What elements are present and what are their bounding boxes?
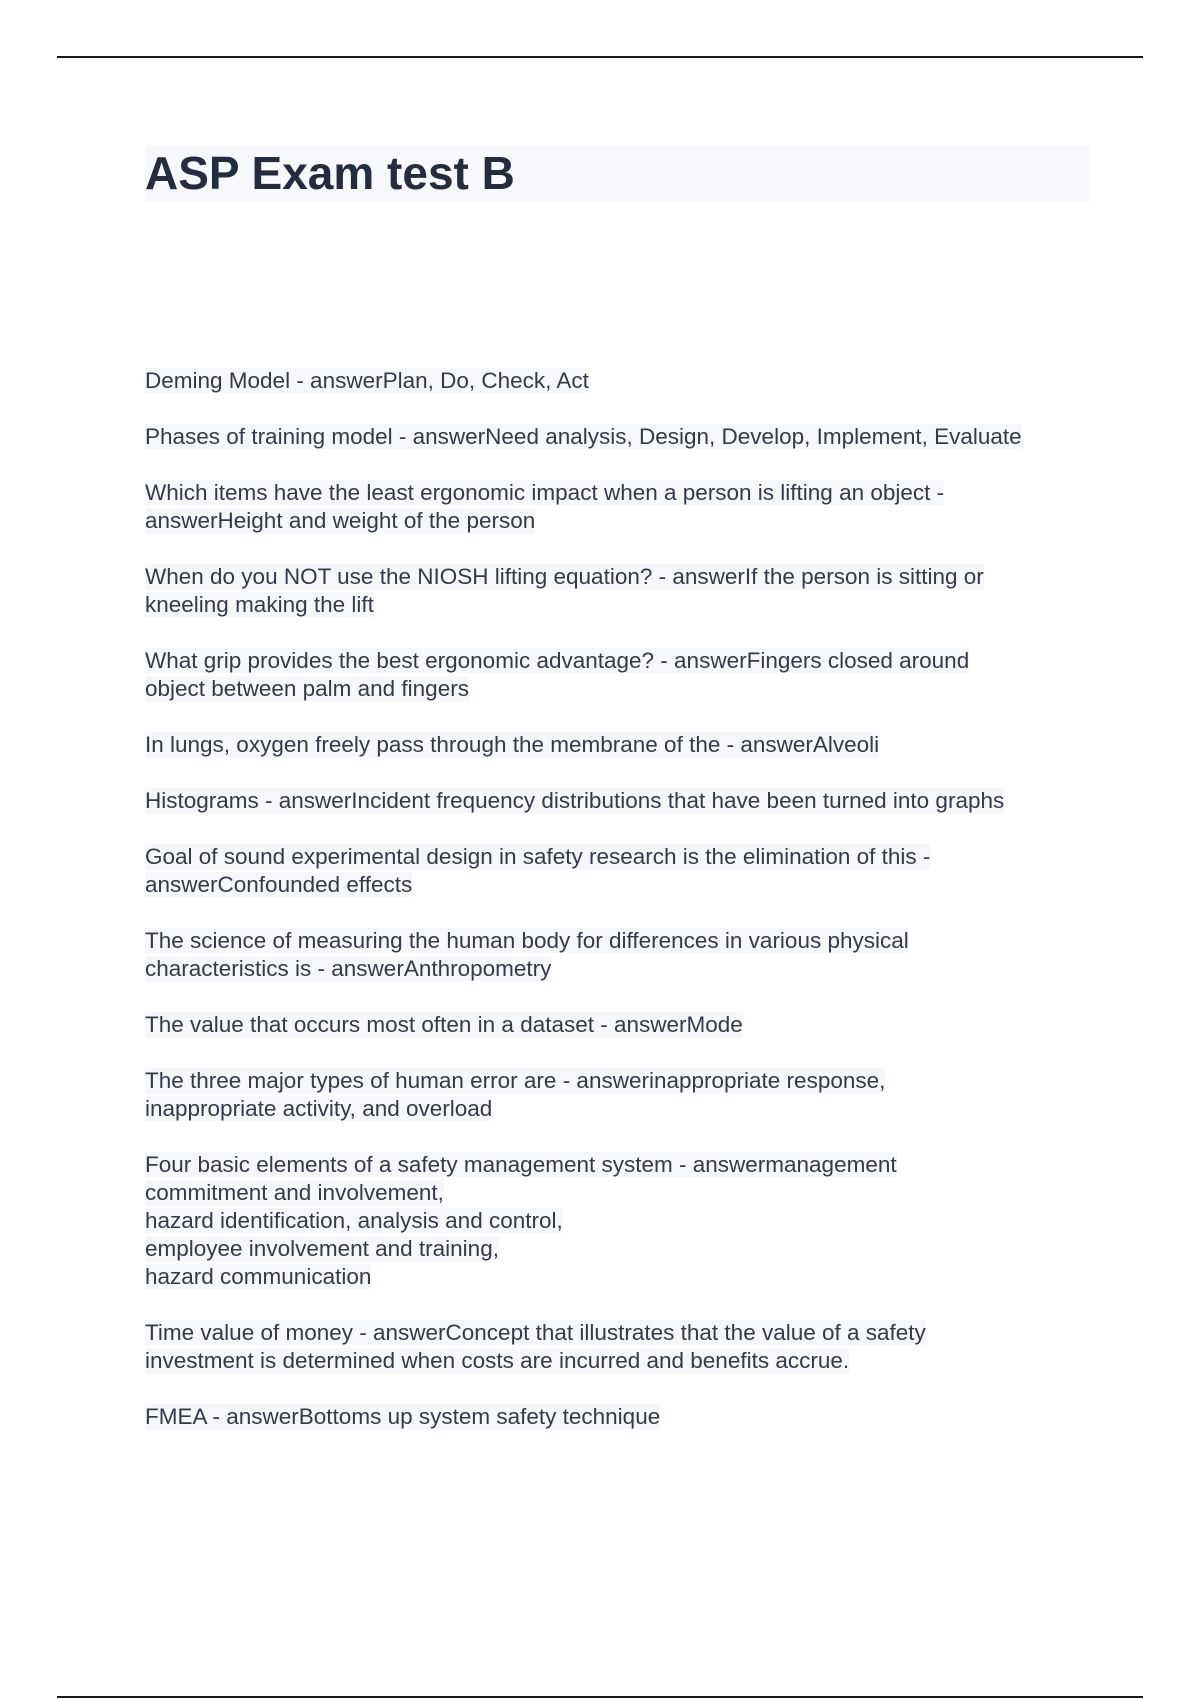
- qa-line: object between palm and fingers: [145, 676, 469, 701]
- qa-line: The science of measuring the human body for differences in various physical: [145, 928, 909, 953]
- document-title: ASP Exam test B: [145, 147, 515, 199]
- qa-item: [145, 731, 1095, 759]
- qa-item: [145, 1067, 1095, 1123]
- qa-line: Histograms - answerIncident frequency distributions that have been turned into graphs: [145, 788, 1005, 813]
- bottom-rule: [57, 1696, 1143, 1698]
- qa-item: [145, 1011, 1095, 1039]
- qa-line: Time value of money - answerConcept that illustrates that the value of a safety: [145, 1320, 926, 1345]
- qa-line: inappropriate activity, and overload: [145, 1096, 493, 1121]
- qa-line: characteristics is - answerAnthropometry: [145, 956, 552, 981]
- qa-line: answerHeight and weight of the person: [145, 508, 536, 533]
- qa-item: [145, 843, 1095, 899]
- qa-line: investment is determined when costs are incurred and benefits accrue.: [145, 1348, 850, 1373]
- qa-line: hazard communication: [145, 1264, 372, 1289]
- qa-item: [145, 647, 1095, 703]
- qa-item: [145, 423, 1095, 451]
- qa-line: In lungs, oxygen freely pass through the membrane of the - answerAlveoli: [145, 732, 880, 757]
- qa-line: The three major types of human error are - answerinappropriate response,: [145, 1068, 886, 1093]
- qa-line: What grip provides the best ergonomic advantage? - answerFingers closed around: [145, 648, 970, 673]
- qa-item: [145, 787, 1095, 815]
- qa-line: commitment and involvement,: [145, 1180, 444, 1205]
- qa-line: FMEA - answerBottoms up system safety technique: [145, 1404, 661, 1429]
- qa-line: answerConfounded effects: [145, 872, 413, 897]
- qa-item: [145, 1403, 1095, 1431]
- qa-item: [145, 1319, 1095, 1375]
- qa-line: Four basic elements of a safety management system - answermanagement: [145, 1152, 897, 1177]
- qa-line: When do you NOT use the NIOSH lifting equation? - answerIf the person is sitting or: [145, 564, 984, 589]
- qa-list: [145, 367, 1095, 1459]
- qa-line: Deming Model - answerPlan, Do, Check, Act: [145, 368, 589, 393]
- qa-line: kneeling making the lift: [145, 592, 374, 617]
- qa-item: [145, 367, 1095, 395]
- qa-line: Which items have the least ergonomic impact when a person is lifting an object -: [145, 480, 945, 505]
- qa-item: [145, 563, 1095, 619]
- qa-item: [145, 927, 1095, 983]
- qa-line: Goal of sound experimental design in safety research is the elimination of this -: [145, 844, 931, 869]
- qa-line: hazard identification, analysis and control,: [145, 1208, 563, 1233]
- qa-item: [145, 479, 1095, 535]
- qa-line: employee involvement and training,: [145, 1236, 499, 1261]
- qa-item: [145, 1151, 1095, 1291]
- qa-line: Phases of training model - answerNeed analysis, Design, Develop, Implement, Evaluate: [145, 424, 1022, 449]
- qa-line: The value that occurs most often in a dataset - answerMode: [145, 1012, 743, 1037]
- top-rule: [57, 56, 1143, 58]
